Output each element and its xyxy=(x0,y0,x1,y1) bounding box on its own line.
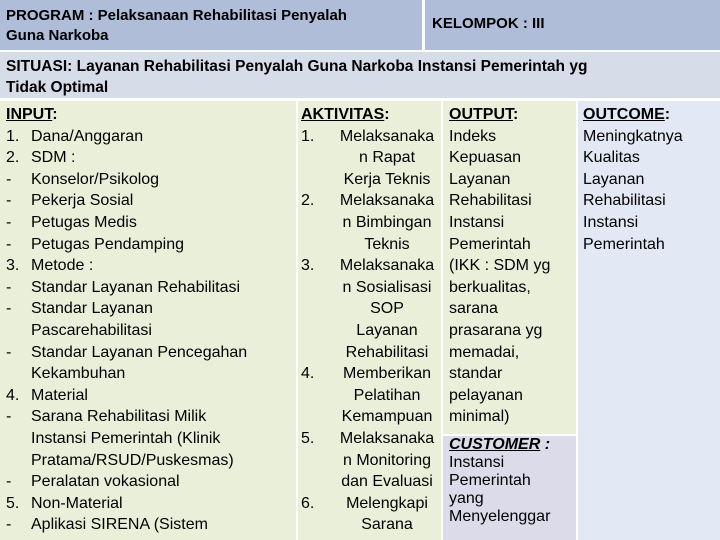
input-item-text: Kekambuhan xyxy=(31,365,126,383)
output-column xyxy=(443,101,576,434)
aktivitas-item xyxy=(301,255,439,277)
input-item-marker: - xyxy=(6,300,12,318)
output-item: prasarana yg xyxy=(449,321,543,339)
aktivitas-item xyxy=(301,514,439,536)
input-item xyxy=(6,514,292,536)
program-header xyxy=(0,0,422,50)
outcome-column xyxy=(578,101,720,540)
outcome-item: Meningkatnya xyxy=(583,127,683,145)
aktivitas-item-text: Layanan xyxy=(356,321,418,339)
input-item xyxy=(6,493,292,515)
input-item-marker: 5. xyxy=(6,494,20,512)
aktivitas-item xyxy=(301,471,439,493)
aktivitas-item-text: Melaksanaka xyxy=(339,127,435,145)
output-list xyxy=(449,126,576,428)
input-item xyxy=(6,212,292,234)
outcome-list xyxy=(583,126,720,256)
aktivitas-item xyxy=(301,342,439,364)
aktivitas-item-text: Teknis xyxy=(364,235,410,253)
input-item-text: Metode : xyxy=(31,257,94,275)
aktivitas-item-text: n Monitoring xyxy=(342,451,432,469)
output-item: Layanan xyxy=(449,170,511,188)
input-item xyxy=(6,363,292,385)
output-item: pelayanan xyxy=(449,386,523,404)
input-item-marker: - xyxy=(6,473,12,491)
input-item-marker: - xyxy=(6,192,12,210)
input-item-text: Konselor/Psikolog xyxy=(31,170,160,188)
aktivitas-item-marker: 1. xyxy=(301,127,315,145)
customer-column xyxy=(443,436,576,540)
aktivitas-heading: AKTIVITAS: xyxy=(301,106,390,123)
aktivitas-item-marker: 4. xyxy=(301,365,315,383)
aktivitas-list xyxy=(301,126,441,536)
aktivitas-item-text: Melaksanaka xyxy=(339,192,435,210)
input-item xyxy=(6,471,292,493)
aktivitas-item-marker: 6. xyxy=(301,494,315,512)
aktivitas-item-marker: 5. xyxy=(301,429,315,447)
aktivitas-item xyxy=(301,363,439,385)
output-item: sarana xyxy=(449,300,498,318)
output-item: Pemerintah xyxy=(449,235,531,253)
program-title-line1: PROGRAM : Pelaksanaan Rehabilitasi Penyalah xyxy=(6,7,347,24)
input-item xyxy=(6,126,292,148)
output-item: minimal) xyxy=(449,408,510,426)
customer-heading: CUSTOMER : xyxy=(449,436,551,453)
outcome-item: Pemerintah xyxy=(583,235,665,253)
situasi-line2: Tidak Optimal xyxy=(6,79,109,96)
aktivitas-item-text: Memberikan xyxy=(342,365,432,383)
aktivitas-item xyxy=(301,428,439,450)
output-item: standar xyxy=(449,365,503,383)
aktivitas-column xyxy=(298,101,441,540)
input-heading: INPUT: xyxy=(6,106,58,123)
input-item-text: SDM : xyxy=(31,149,76,167)
situasi-line1: SITUASI: Layanan Rehabilitasi Penyalah Guna Narkoba Instansi Pemerintah yg xyxy=(6,58,588,75)
input-item xyxy=(6,147,292,169)
input-item xyxy=(6,234,292,256)
aktivitas-item-marker: 3. xyxy=(301,257,315,275)
aktivitas-item-marker: 2. xyxy=(301,192,315,210)
input-item xyxy=(6,406,292,428)
input-item-text: Standar Layanan Rehabilitasi xyxy=(31,278,241,296)
input-item-text: Aplikasi SIRENA (Sistem xyxy=(31,516,208,534)
input-list xyxy=(6,126,292,536)
input-item-text: Dana/Anggaran xyxy=(31,127,144,145)
aktivitas-item xyxy=(301,277,439,299)
input-column xyxy=(0,101,296,540)
input-item-text: Sarana Rehabilitasi Milik xyxy=(31,408,207,426)
input-item xyxy=(6,428,292,450)
aktivitas-item xyxy=(301,385,439,407)
customer-item: Instansi xyxy=(449,454,505,471)
aktivitas-item-text: n Sosialisasi xyxy=(342,278,432,296)
aktivitas-item xyxy=(301,234,439,256)
output-item: Indeks xyxy=(449,127,497,145)
aktivitas-item-text: Kerja Teknis xyxy=(343,170,431,188)
outcome-item: Instansi xyxy=(583,213,639,231)
aktivitas-item xyxy=(301,147,439,169)
customer-item: yang xyxy=(449,490,484,507)
input-item xyxy=(6,298,292,320)
input-item-text: Material xyxy=(31,386,88,404)
aktivitas-item xyxy=(301,320,439,342)
aktivitas-item-text: n Bimbingan xyxy=(342,213,432,231)
output-item: Kepuasan xyxy=(449,149,522,167)
aktivitas-item-text: Kemampuan xyxy=(341,408,433,426)
input-item-text: Pascarehabilitasi xyxy=(31,321,152,339)
input-item-text: Standar Layanan Pencegahan xyxy=(31,343,248,361)
customer-item: Pemerintah xyxy=(449,472,531,489)
customer-item: Menyelenggar xyxy=(449,508,551,525)
kelompok-header xyxy=(425,0,720,50)
input-item-marker: 3. xyxy=(6,257,20,275)
program-title-line2: Guna Narkoba xyxy=(6,27,109,44)
aktivitas-item-text: n Rapat xyxy=(358,149,416,167)
input-item xyxy=(6,169,292,191)
aktivitas-item-text: Melaksanaka xyxy=(339,257,435,275)
input-item-marker: - xyxy=(6,516,12,534)
input-item xyxy=(6,385,292,407)
input-item-marker: - xyxy=(6,170,12,188)
outcome-item: Layanan xyxy=(583,170,645,188)
aktivitas-item-text: Rehabilitasi xyxy=(345,343,429,361)
input-item xyxy=(6,277,292,299)
aktivitas-item-text: Pelatihan xyxy=(353,386,421,404)
output-item: memadai, xyxy=(449,343,520,361)
output-item: (IKK : SDM yg xyxy=(449,257,551,275)
outcome-item: Kualitas xyxy=(583,149,640,167)
input-item-marker: 1. xyxy=(6,127,20,145)
output-item: Instansi xyxy=(449,213,505,231)
input-item-text: Peralatan vokasional xyxy=(31,473,180,491)
input-item-text: Standar Layanan xyxy=(31,300,153,318)
input-item xyxy=(6,320,292,342)
input-item-marker: - xyxy=(6,278,12,296)
input-item-marker: - xyxy=(6,343,12,361)
input-item-text: Pekerja Sosial xyxy=(31,192,134,210)
aktivitas-item xyxy=(301,298,439,320)
output-item: Rehabilitasi xyxy=(449,192,532,210)
aktivitas-item xyxy=(301,169,439,191)
input-item-marker: - xyxy=(6,408,12,426)
aktivitas-item xyxy=(301,406,439,428)
input-item-text: Pratama/RSUD/Puskesmas) xyxy=(31,451,234,469)
kelompok-label: KELOMPOK : III xyxy=(432,15,545,32)
aktivitas-item-text: Melengkapi xyxy=(346,494,428,512)
input-item-text: Non-Material xyxy=(31,494,123,512)
aktivitas-item-text: Melaksanaka xyxy=(339,429,435,447)
input-item-text: Petugas Medis xyxy=(31,213,137,231)
input-item-marker: 2. xyxy=(6,149,20,167)
input-item-marker: - xyxy=(6,235,12,253)
input-item xyxy=(6,255,292,277)
aktivitas-item xyxy=(301,212,439,234)
aktivitas-item-text: dan Evaluasi xyxy=(341,473,433,491)
aktivitas-item xyxy=(301,190,439,212)
input-item-text: Instansi Pemerintah (Klinik xyxy=(31,429,221,447)
aktivitas-item-text: Sarana xyxy=(361,516,413,534)
situasi-row xyxy=(0,52,720,98)
input-item xyxy=(6,450,292,472)
output-item: berkualitas, xyxy=(449,278,531,296)
aktivitas-item xyxy=(301,450,439,472)
outcome-heading: OUTCOME: xyxy=(583,106,671,123)
aktivitas-item xyxy=(301,493,439,515)
input-item xyxy=(6,190,292,212)
aktivitas-item-text: SOP xyxy=(370,300,404,318)
aktivitas-item xyxy=(301,126,439,148)
output-heading: OUTPUT: xyxy=(449,106,519,123)
outcome-item: Rehabilitasi xyxy=(583,192,666,210)
input-item-marker: 4. xyxy=(6,386,20,404)
customer-list xyxy=(449,454,576,526)
input-item-text: Petugas Pendamping xyxy=(31,235,184,253)
input-item-marker: - xyxy=(6,213,12,231)
input-item xyxy=(6,342,292,364)
